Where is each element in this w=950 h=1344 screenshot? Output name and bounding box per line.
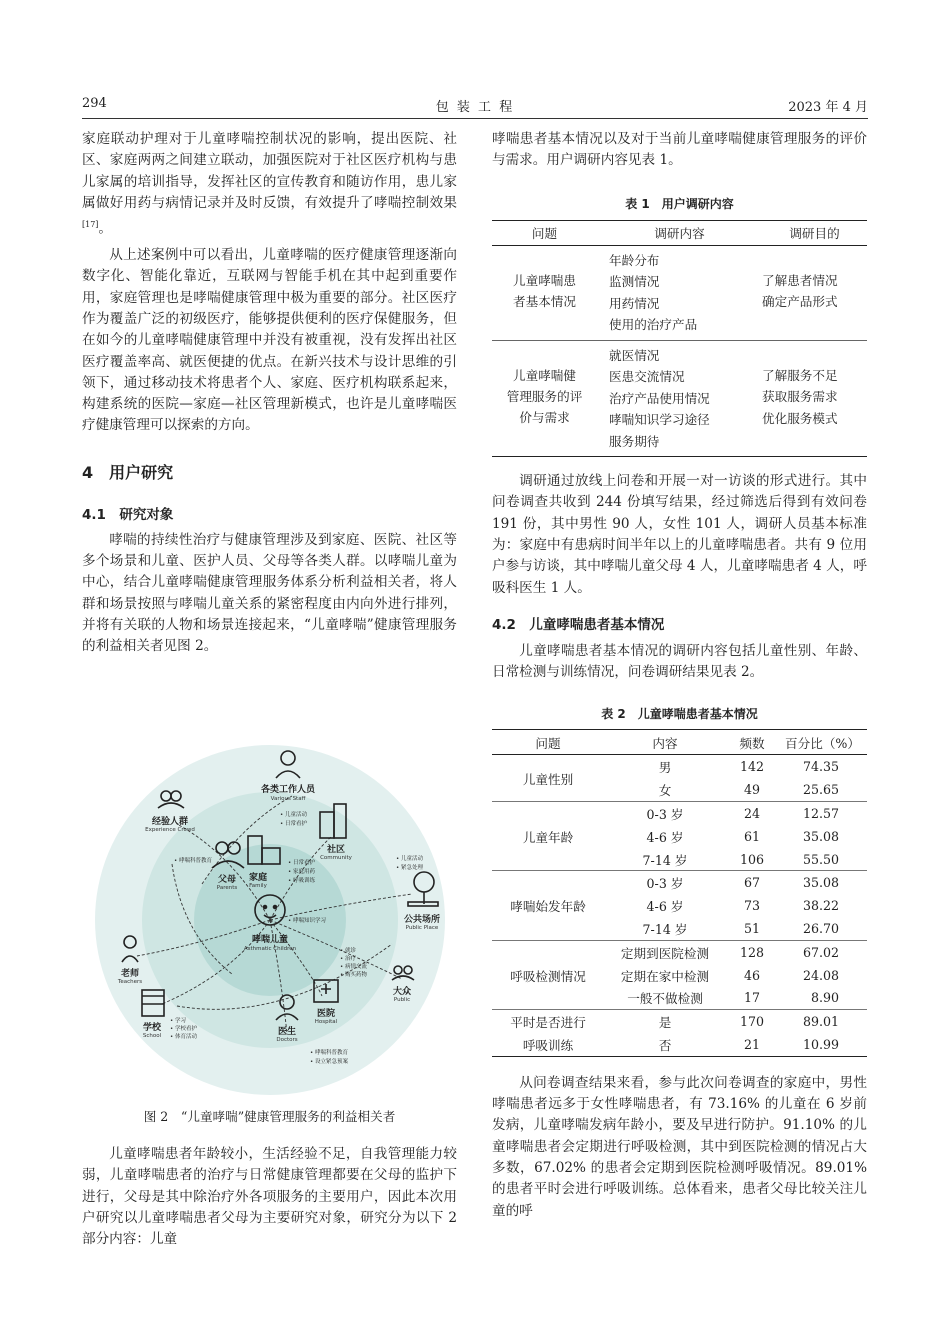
paragraph-research-content: 哮喘患者基本情况以及对于当前儿童哮喘健康管理服务的评价与需求。用户调研内容见表 1。 [492, 131, 867, 169]
stakeholder-figure [82, 744, 457, 1096]
table2: 问题 内容 频数 百分比（%） 儿童性别 男 142 74.35 女 49 25.65 儿童年龄 0-3 岁 24 12.57 4-6 岁 61 35.08 7-14 岁 106 55.50 哮喘始发年龄 0-3 岁 67 35.08 4-6 岁 73 38.22 7-14 岁 51 26.70 呼吸检测情况 定期到医院检测 128 67.02 定期在家中检测 46 24.08 一般不做检测 17 8.90 平时是否进行 是 170 89.01 呼吸训练 否 21 10.99 [492, 729, 867, 1056]
label-teachers-en: Teachers [117, 979, 143, 985]
table-row: 平时是否进行 是 170 89.01 [510, 1014, 839, 1031]
svg-text:• 日常看护: • 日常看护 [280, 821, 307, 827]
label-family: 家庭 [248, 873, 268, 883]
label-staff: 各类工作人员 [260, 785, 316, 795]
section-4-2-heading: 4.2 儿童哮喘患者基本情况 [492, 616, 665, 633]
svg-text:• 哮喘科普教育: • 哮喘科普教育 [174, 858, 212, 864]
section-4-1-heading: 4.1 研究对象 [82, 506, 174, 523]
label-center-en: Asthmatic Children [243, 946, 297, 952]
svg-text:• 紧急处理: • 紧急处理 [396, 865, 423, 871]
label-parents: 父母 [217, 875, 237, 885]
svg-text:• 学习: • 学习 [170, 1018, 186, 1024]
left-column-top [82, 129, 457, 657]
label-public-place-en: Public Place [405, 925, 439, 931]
paragraph-case-summary: 从上述案例中可以看出，儿童哮喘的医疗健康管理逐渐向数字化、智能化靠近，互联网与智能手机在其中起到重要作用，家庭管理也是哮喘健康管理中极为重要的部分。社区医疗作为覆盖广泛的初级医疗，能够提供便利的医疗保健服务，但在如今的儿童哮喘健康管理中并没有被重视，没有发挥出社区医疗覆盖率高、就医便捷的优点。在新兴技术与设计思维的引领下，通过移动技术将患者个人、家庭、医疗机构联系起来，构建系统的医院—家庭—社区管理新模式，也许是儿童哮喘医疗健康管理可以探索的方向。 [82, 247, 457, 434]
table1: 问题 调研内容 调研目的 儿童哮喘患 者基本情况 年龄分布 监测情况 用药情况 使用的治疗产品 了解患者情况 确定产品形式 儿童哮喘健 管理服务的评 价与需求 就医情况 医患交流情况 治疗产品使用情况 哮喘知识学习途径 服务期待 了解服务不足 获取服务需求 优化服务模式 [492, 220, 867, 458]
label-hospital: 医院 [316, 1009, 336, 1019]
svg-text:• 哮喘科普教育: • 哮喘科普教育 [310, 1050, 348, 1056]
svg-text:• 儿童活动: • 儿童活动 [280, 812, 307, 818]
label-staff-en: Various Staff [270, 796, 306, 802]
svg-text:• 家庭用药: • 家庭用药 [288, 869, 315, 875]
header-rule [82, 118, 868, 119]
svg-text:• 学校看护: • 学校看护 [170, 1026, 197, 1032]
table-row: 定期在家中检测 46 24.08 [620, 967, 839, 984]
label-school-en: School [142, 1033, 162, 1039]
journal-title: 包 装 工 程 [435, 100, 515, 115]
svg-text:• 病情交流: • 病情交流 [340, 964, 367, 970]
table1-row: 儿童哮喘健 管理服务的评 价与需求 就医情况 医患交流情况 治疗产品使用情况 哮喘知识学习途径 服务期待 了解服务不足 获取服务需求 优化服务模式 [492, 340, 867, 457]
svg-text:• 呼吸训练: • 呼吸训练 [288, 878, 315, 884]
label-family-en: Family [249, 883, 267, 889]
paragraph-survey-method: 调研通过放线上问卷和开展一对一访谈的形式进行。其中问卷调查共收到 244 份填写结果，经过筛选后得到有效问卷 191 份，其中男性 90 人，女性 101 人，调研人员基本标准为：家庭中有患病时间半年以上的儿童哮喘患者。共有 9 位用户参与访谈，其中哮喘儿童父母 4 人，儿童哮喘患者 4 人，呼吸科医生 1 人。 [492, 473, 867, 596]
table-row: 儿童性别 男 142 74.35 [492, 755, 867, 778]
label-experience-en: Experience Crowd [145, 827, 195, 833]
figure-caption: 图 2 “儿童哮喘”健康管理服务的利益相关者 [143, 1109, 396, 1124]
label-public-place: 公共场所 [403, 915, 441, 925]
label-public-en: Public [393, 997, 411, 1003]
table-row: 女 49 25.65 [492, 778, 867, 801]
table-row: 儿童年龄 0-3 岁 24 12.57 [492, 802, 867, 825]
label-doctors-en: Doctors [276, 1037, 298, 1043]
right-column [492, 129, 867, 1222]
section-4-heading: 4 用户研究 [82, 462, 174, 482]
svg-text:• 治疗: • 治疗 [340, 956, 356, 962]
paragraph-survey-results: 从问卷调查结果来看，参与此次问卷调查的家庭中，男性哮喘患者远多于女性哮喘患者，有 73.16% 的儿童在 6 岁前发病，儿童哮喘发病年龄小，要及早进行防护。91.10% 的儿童哮喘患者会定期进行呼吸检测，其中到医院检测的情况占大多数，67.02% 的患者会定期到医院检测呼吸情况。89.01% 的患者平时会进行呼吸训练。总体看来，患者父母比较关注儿童的呼 [492, 1074, 867, 1219]
label-doctors: 医生 [277, 1027, 297, 1037]
label-public: 大众 [392, 987, 412, 997]
table2-caption: 表 2 儿童哮喘患者基本情况 [601, 707, 758, 722]
label-school: 学校 [142, 1023, 162, 1033]
svg-text:• 购买药物: • 购买药物 [340, 972, 367, 978]
svg-text:• 设立紧急预案: • 设立紧急预案 [310, 1059, 348, 1065]
label-teachers: 老师 [120, 969, 140, 979]
label-community-en: Community [320, 855, 352, 861]
svg-text:• 儿童活动: • 儿童活动 [396, 856, 423, 862]
label-center: 哮喘儿童 [251, 935, 289, 945]
table-row: 7-14 岁 51 26.70 [492, 917, 867, 940]
table-row: 4-6 岁 61 35.08 [646, 828, 839, 845]
label-experience: 经验人群 [151, 817, 189, 827]
page-number: 294 [82, 96, 107, 111]
paragraph-research-scope: 儿童哮喘患者年龄较小，生活经验不足，自我管理能力较弱，儿童哮喘患者的治疗与日常健康管理都要在父母的监护下进行，父母是其中除治疗外各项服务的主要用户，因此本次用户研究以儿童哮喘患者父母为主要研究对象，研究分为以下 2 部分内容：儿童 [82, 1146, 457, 1248]
issue-date: 2023 年 4 月 [788, 100, 868, 115]
table-row: 7-14 岁 106 55.50 [492, 848, 867, 871]
svg-text:• 就诊: • 就诊 [340, 948, 356, 954]
svg-text:• 哮喘知识学习: • 哮喘知识学习 [288, 918, 326, 924]
paragraph-research-object: 哮喘的持续性治疗与健康管理涉及到家庭、医院、社区等多个场景和儿童、医护人员、父母等各类人群。以哮喘儿童为中心，结合儿童哮喘健康管理服务体系分析利益相关者，将人群和场景按照与哮喘儿童关系的紧密程度由内向外进行排列，并将有关联的人物和场景连接起来，“儿童哮喘”健康管理服务的利益相关者见图 2。 [82, 531, 457, 655]
svg-text:• 日常看护: • 日常看护 [288, 860, 315, 866]
label-hospital-en: Hospital [314, 1019, 338, 1025]
label-community: 社区 [326, 845, 346, 855]
paragraph-basic-info: 儿童哮喘患者基本情况的调研内容包括儿童性别、年龄、日常检测与训练情况，问卷调研结果见表 2。 [492, 642, 867, 681]
table-row: 一般不做检测 17 8.90 [492, 986, 867, 1009]
table-row: 哮喘始发年龄 0-3 岁 67 35.08 [492, 871, 867, 894]
paragraph-linkage: 家庭联动护理对于儿童哮喘控制状况的影响，提出医院、社区、家庭两两之间建立联动，加强医院对于社区医疗机构与患儿家属的培训指导，发挥社区的宣传教育和随访作用，患儿家属做好用药与病情记录并及时反馈，有效提升了哮喘控制效果[17]。 [82, 131, 457, 237]
table-row: 4-6 岁 73 38.22 [646, 898, 839, 915]
table1-row: 儿童哮喘患 者基本情况 年龄分布 监测情况 用药情况 使用的治疗产品 了解患者情况 确定产品形式 [492, 245, 867, 340]
label-parents-en: Parents [216, 885, 238, 891]
table-row: 呼吸训练 否 21 10.99 [492, 1033, 867, 1056]
svg-text:• 体育活动: • 体育活动 [170, 1034, 197, 1040]
table1-caption: 表 1 用户调研内容 [625, 196, 734, 211]
left-column-bottom [82, 1144, 457, 1250]
table-row: 呼吸检测情况 定期到医院检测 128 67.02 [492, 940, 867, 963]
